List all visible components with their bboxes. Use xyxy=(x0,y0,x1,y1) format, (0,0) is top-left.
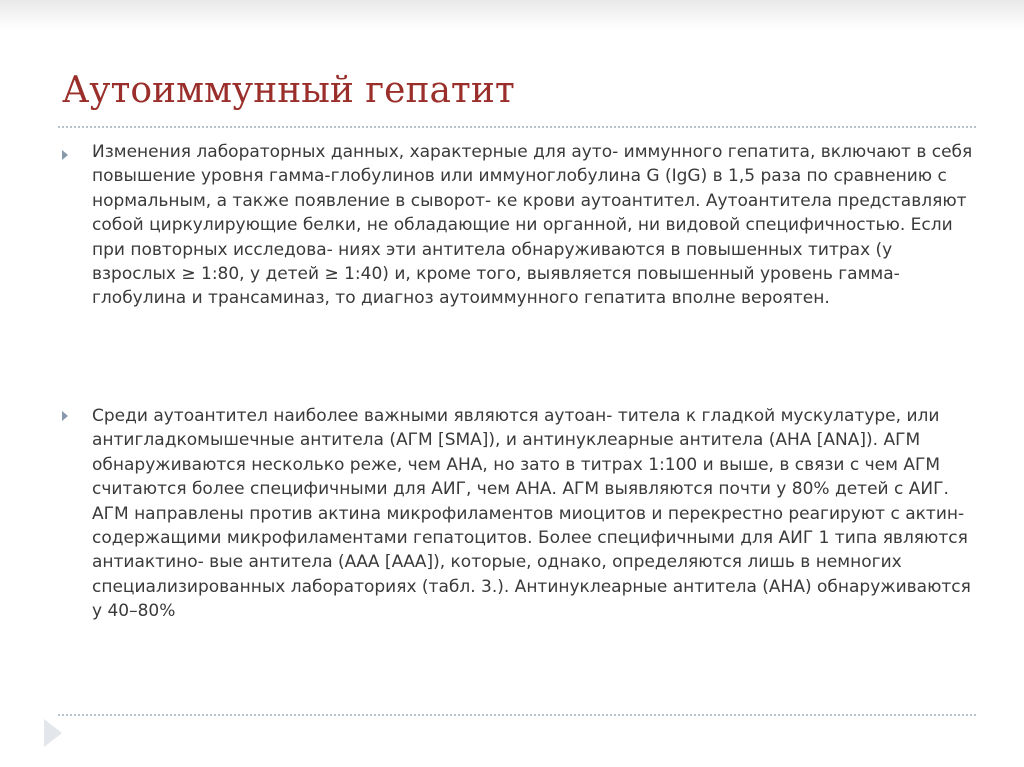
title-divider xyxy=(58,126,976,128)
bullet-arrow-icon xyxy=(62,411,68,421)
slide-title: Аутоиммунный гепатит xyxy=(62,70,515,111)
paragraph-autoantibodies: Среди аутоантител наиболее важными являются аутоан- титела к гладкой мускулатуре, или антигладкомышечные антитела (АГМ [SMA]), и антинуклеарные антитела (АНА [ANA]). АГМ обнаруживаются несколько реже, чем АНА, но зато в титрах 1:100 и выше, в связи с чем АГМ считаются более специфичными для АИГ, чем АНА. АГМ выявляются почти у 80% детей с АИГ. АГМ направлены против актина микрофиламентов миоцитов и перекрестно реагируют с актин-содержащими микрофиламентами гепатоцитов. Более специфичными для АИГ 1 типа являются антиактино- вые антитела (ААА [ААА]), которые, однако, определяются лишь в немногих специализированных лабораториях (табл. 3.). Антинуклеарные антитела (АНА) обнаруживаются у 40–80% xyxy=(92,406,971,622)
paragraph-lab-changes: Изменения лабораторных данных, характерные для ауто- иммунного гепатита, включают в себя повышение уровня гамма-глобулинов или иммуноглобулина G (IgG) в 1,5 раза по сравнению с нормальным, а также появление в сыворот- ке крови аутоантител. Аутоантитела представляют собой циркулирующие белки, не обладающие ни органной, ни видовой специфичностью. Если при повторных исследова- ниях эти антитела обнаруживаются в повышенных титрах (у взрослых ≥ 1:80, у детей ≥ 1:40) и, кроме того, выявляется повышенный уровень гамма-глобулина и трансаминаз, то диагноз аутоиммунного гепатита вполне вероятен. xyxy=(92,142,973,309)
footer-divider xyxy=(58,714,976,716)
top-shadow xyxy=(0,0,1024,30)
decorative-triangle-icon xyxy=(44,719,62,747)
bullet-arrow-icon xyxy=(62,150,68,160)
